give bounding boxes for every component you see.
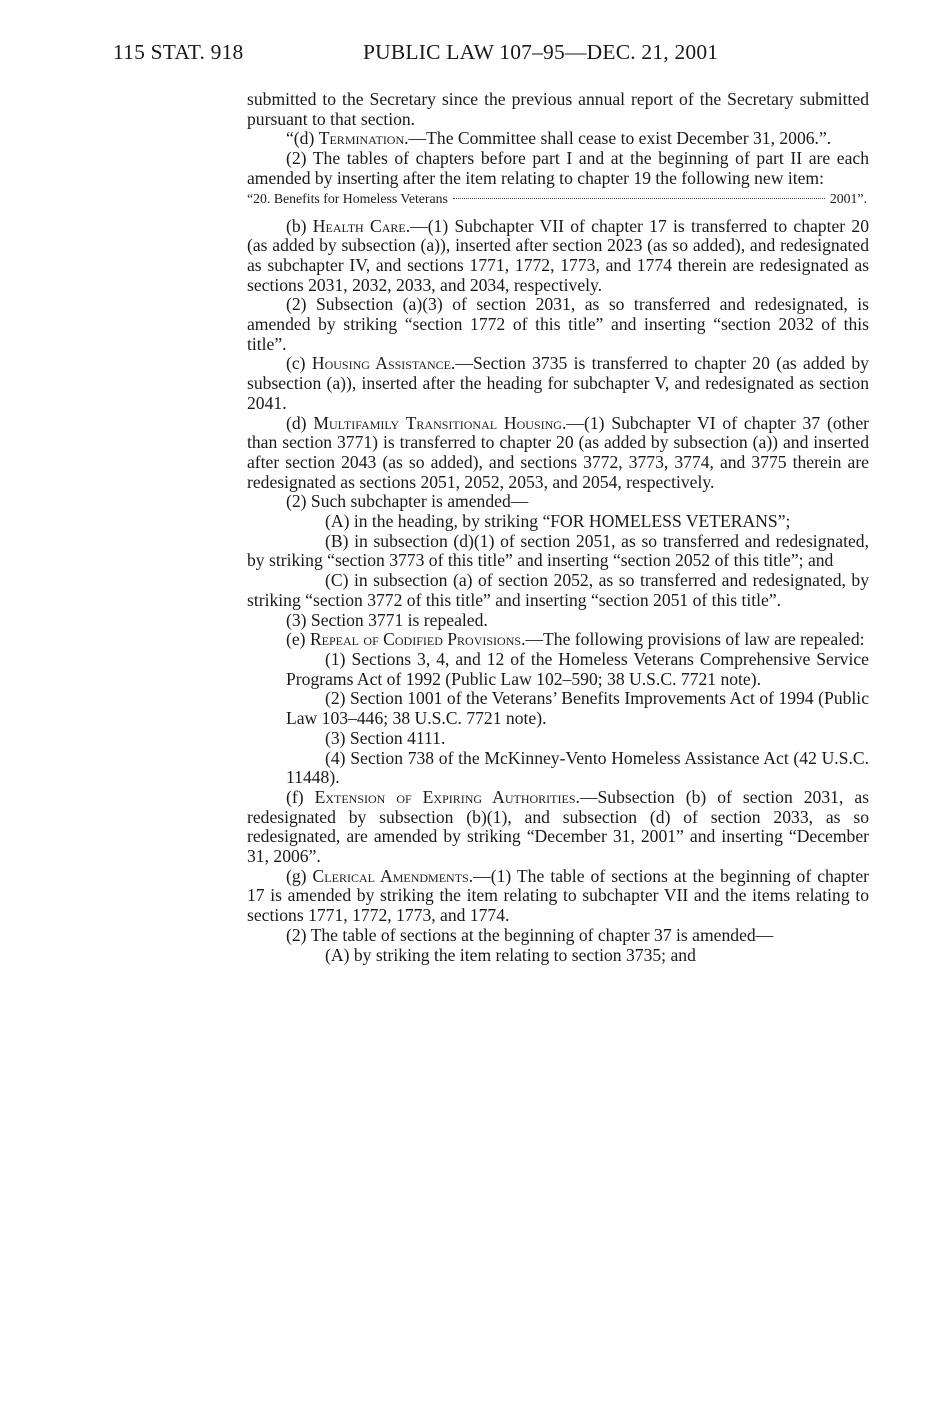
paragraph: (B) in subsection (d)(1) of section 2051, as so transferred and redesignated, by striking “section 3773 of this title” and inserting “section 2052 of this title”; and [247,530,869,571]
subsection-heading: Health Care [312,215,406,236]
paragraph: (1) Sections 3, 4, and 12 of the Homeless Veterans Comprehensive Service Programs Act of 1992 (Public Law 102–590; 38 U.S.C. 7721 note). [286,648,869,689]
subsection-heading: Termination [318,128,405,149]
paragraph: (3) Section 3771 is repealed. [286,609,488,630]
page-stat-number: 115 STAT. 918 [113,40,244,64]
paragraph: “(d) Termination.—The Committee shall cease to exist December 31, 2006.”. [286,128,832,149]
paragraph: (C) in subsection (a) of section 2052, as so transferred and redesignated, by striking “section 3772 of this title” and inserting “section 2051 of this title”. [247,570,869,610]
subsection-heading: Housing Assistance [311,353,452,374]
paragraph: (d) Multifamily Transitional Housing.—(1) Subchapter VI of chapter 37 (other than section 3771) is transferred to chapter 20 (as added by subsection (a)) and inserted after section 2043 (as so added), and sections 3772, 3773, 3774, and 3775 therein are redesignated as sections 2051, 2052, 2053, and 2054, respectively. [247,412,869,492]
paragraph: (A) in the heading, by striking “FOR HOMELESS VETERANS”; [325,511,791,532]
paragraph: (b) Health Care.—(1) Subchapter VII of chapter 17 is transferred to chapter 20 (as added by subsection (a)), inserted after section 2023 (as so added), and redesignated as subchapter IV, and sections 1771, 1772, 1773, and 1774 therein are redesignated as sections 2031, 2032, 2033, and 2034, respectively. [247,215,870,295]
paragraph: (f) Extension of Expiring Authorities.—Subsection (b) of section 2031, as redesignated by subsection (b)(1), and subsection (d) of section 2033, as so redesignated, are amended by striking “December 31, 2001” and inserting “December 31, 2006”. [247,786,869,867]
paragraph: (2) Section 1001 of the Veterans’ Benefits Improvements Act of 1994 (Public Law 103–446; 38 U.S.C. 7721 note). [286,688,869,729]
paragraph: (e) Repeal of Codified Provisions.—The following provisions of law are repealed: [286,629,865,650]
paragraph: (g) Clerical Amendments.—(1) The table of sections at the beginning of chapter 17 is amended by striking the item relating to subchapter VII and the items relating to sections 1771, 1772, 1773, and 1774. [247,865,870,926]
page-header-title: PUBLIC LAW 107–95—DEC. 21, 2001 [363,40,719,64]
paragraph: (2) The table of sections at the beginning of chapter 37 is amended— [286,924,774,945]
subsection-heading: Repeal of Codified Provisions [309,629,522,650]
toc-item-section: 2001”. [829,190,867,206]
paragraph: (3) Section 4111. [325,727,446,748]
toc-item-label: “20. Benefits for Homeless Veterans [247,190,448,206]
paragraph: (2) Such subchapter is amended— [286,491,529,512]
paragraph: (c) Housing Assistance.—Section 3735 is transferred to chapter 20 (as added by subsection (a)), inserted after the heading for subchapter V, and redesignated as section 2041. [247,353,869,413]
paragraph: (2) Subsection (a)(3) of section 2031, as so transferred and redesignated, is amended by striking “section 1772 of this title” and inserting “section 2032 of this title”. [247,294,869,354]
paragraph: (A) by striking the item relating to section 3735; and [325,944,696,965]
toc-item [247,189,869,210]
subsection-heading: Clerical Amendments [312,865,469,886]
subsection-heading: Multifamily Transitional Housing [313,412,562,433]
paragraph: submitted to the Secretary since the previous annual report of the Secretary submitted pursuant to that section. [247,89,869,129]
paragraph: (4) Section 738 of the McKinney-Vento Homeless Assistance Act (42 U.S.C. 11448). [286,747,869,788]
subsection-heading: Extension of Expiring Authorities [314,786,576,807]
paragraph: (2) The tables of chapters before part I and at the beginning of part II are each amended by inserting after the item relating to chapter 19 the following new item: [247,148,869,188]
leader-dots [453,198,825,199]
document-body [247,90,869,965]
